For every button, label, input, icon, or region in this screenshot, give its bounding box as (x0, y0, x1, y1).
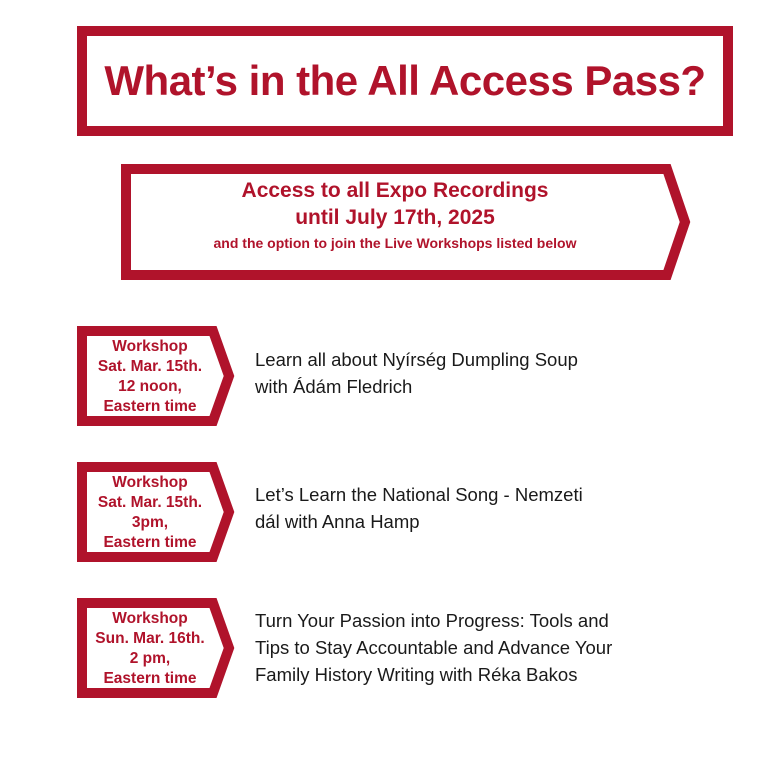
workshop-date: Sun. Mar. 16th. (95, 630, 205, 647)
workshop-tag: Workshop (112, 610, 188, 627)
workshop-2-label (82, 473, 218, 553)
workshop-desc-line: Family History Writing with Réka Bakos (255, 664, 578, 685)
access-line-2: until July 17th, 2025 (295, 206, 495, 229)
access-line-3: and the option to join the Live Workshops listed below (213, 235, 577, 251)
workshop-1-description (255, 346, 695, 400)
workshop-zone: Eastern time (103, 670, 197, 687)
workshop-desc-line: Learn all about Nyírség Dumpling Soup (255, 349, 578, 370)
access-info (122, 177, 668, 255)
workshop-3-label (82, 609, 218, 689)
workshop-time: 12 noon, (118, 378, 182, 395)
workshop-2-description (255, 481, 695, 535)
workshop-desc-line: with Ádám Fledrich (255, 376, 413, 397)
workshop-date: Sat. Mar. 15th. (97, 494, 203, 511)
workshop-time: 3pm, (131, 514, 169, 531)
workshop-desc-line: Tips to Stay Accountable and Advance Your (255, 637, 613, 658)
workshop-desc-line: Turn Your Passion into Progress: Tools and (255, 610, 609, 631)
workshop-tag: Workshop (112, 338, 188, 355)
workshop-3-description (255, 607, 695, 688)
workshop-zone: Eastern time (103, 534, 197, 551)
workshop-1-label (82, 337, 218, 417)
workshop-date: Sat. Mar. 15th. (97, 358, 203, 375)
workshop-tag: Workshop (112, 474, 188, 491)
workshop-time: 2 pm, (129, 650, 171, 667)
page-title: What’s in the All Access Pass? (104, 57, 706, 104)
workshop-desc-line: Let’s Learn the National Song - Nemzeti (255, 484, 583, 505)
access-line-1: Access to all Expo Recordings (241, 179, 549, 202)
workshop-desc-line: dál with Anna Hamp (255, 511, 420, 532)
workshop-zone: Eastern time (103, 398, 197, 415)
